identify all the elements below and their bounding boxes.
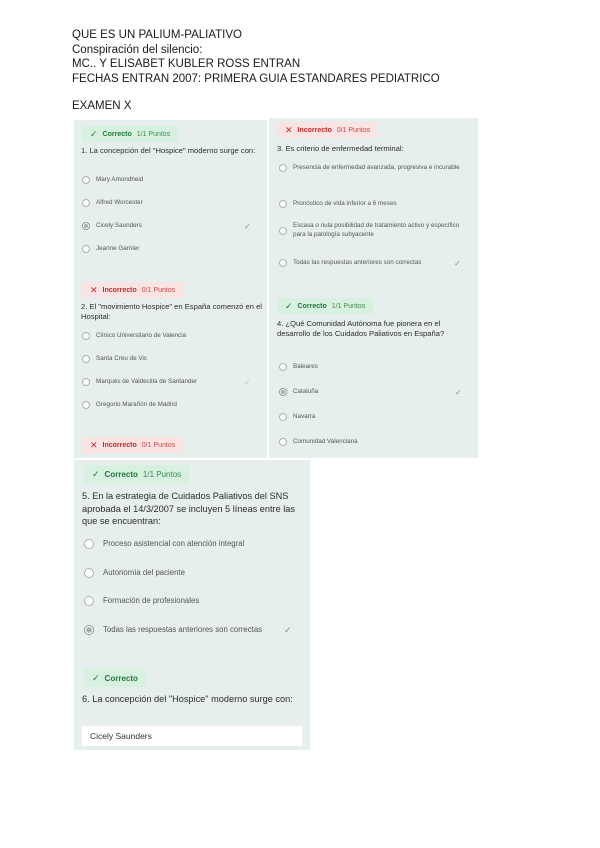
status-badge-incorrect: ✕ Incorrecto 0/1 Puntos (277, 122, 378, 138)
cross-icon: ✕ (90, 284, 98, 295)
quiz-panel-3 (74, 460, 310, 750)
status-badge-incorrect: ✕ Incorrecto 0/1 Puntos (82, 282, 183, 298)
answer-option[interactable]: Marqués de Valdecilla de Santander (82, 378, 197, 387)
radio-button[interactable] (82, 355, 90, 363)
question-text: 5. En la estrategia de Cuidados Paliativos del SNS aprobada el 14/3/2007 se incluyen 5 líneas entre las que se encuentran: (82, 491, 295, 526)
header-line: Conspiración del silencio: (72, 43, 203, 56)
cross-icon: ✕ (285, 124, 293, 135)
radio-button[interactable] (279, 164, 287, 172)
answer-option[interactable]: Autonomía del paciente (84, 568, 185, 578)
answer-option[interactable]: Mary Amondheid (82, 176, 143, 185)
answer-option[interactable]: Presencia de enfermedad avanzada, progresiva e incurable (279, 164, 464, 173)
answer-option[interactable]: Navarra (279, 413, 315, 422)
correct-check-icon: ✓ (284, 625, 292, 635)
correct-check-icon: ✓ (244, 378, 251, 387)
answer-option-selected[interactable]: Cataluña (279, 388, 318, 397)
check-icon: ✓ (285, 300, 293, 311)
answer-option[interactable]: Comunidad Valenciana (279, 438, 358, 447)
radio-button[interactable] (279, 259, 287, 267)
answer-option[interactable]: Formación de profesionales (84, 596, 199, 606)
radio-button[interactable] (82, 401, 90, 409)
status-badge-correct: ✓ Correcto 1/1 Puntos (82, 126, 178, 142)
answer-option-selected[interactable]: Todas las respuestas anteriores son correctas (84, 625, 262, 635)
cross-icon: ✕ (90, 439, 98, 450)
radio-button[interactable] (84, 568, 94, 578)
radio-button[interactable] (279, 413, 287, 421)
answer-option[interactable]: Proceso asistencial con atención integral (84, 539, 244, 549)
question-text: 4. ¿Qué Comunidad Autónoma fue pionera en el desarrollo de los Cuidados Paliativos en España? (277, 319, 445, 338)
answer-option[interactable]: Todas las respuestas anteriores son correctas (279, 259, 454, 268)
answer-option-selected[interactable]: Cicely Saunders (82, 222, 142, 231)
answer-option[interactable]: Jeanne Garnier (82, 245, 139, 254)
status-badge-incorrect: ✕ Incorrecto 0/1 Puntos (82, 437, 183, 453)
radio-button[interactable] (279, 227, 287, 235)
exam-label: EXAMEN X (72, 100, 132, 112)
radio-button-selected[interactable] (279, 388, 287, 396)
check-icon: ✓ (92, 672, 100, 683)
question-text: 3. Es criterio de enfermedad terminal: (277, 144, 404, 153)
header-line: MC.. Y ELISABET KUBLER ROSS ENTRAN (72, 58, 301, 70)
radio-button[interactable] (82, 176, 90, 184)
answer-option[interactable]: Alfred Worcester (82, 199, 143, 208)
radio-button[interactable] (84, 596, 94, 606)
answer-option[interactable]: Santa Creu de Vic (82, 355, 147, 364)
radio-button[interactable] (279, 363, 287, 371)
radio-button[interactable] (279, 200, 287, 208)
quiz-panel-1 (74, 120, 267, 458)
status-badge-correct: ✓ Correcto 1/1 Puntos (84, 465, 189, 483)
radio-button[interactable] (84, 539, 94, 549)
question-text: 6. La concepción del "Hospice" moderno surge con: (82, 694, 293, 704)
radio-button-selected[interactable] (82, 222, 90, 230)
quiz-panel-2 (269, 118, 478, 458)
answer-option[interactable]: Gregorio Marañón de Madrid (82, 401, 177, 410)
check-icon: ✓ (92, 468, 100, 479)
answer-option[interactable]: Clínico Universitario de Valencia (82, 332, 186, 341)
correct-check-icon: ✓ (244, 222, 251, 231)
document-header (72, 28, 440, 86)
answer-option[interactable]: Baleares (279, 363, 318, 372)
check-icon: ✓ (90, 128, 98, 139)
header-line: QUE ES UN PALIUM-PALIATIVO (72, 29, 242, 41)
answer-text-field[interactable]: Cicely Saunders (82, 726, 302, 746)
radio-button-selected[interactable] (84, 625, 94, 635)
radio-button[interactable] (82, 245, 90, 253)
radio-button[interactable] (82, 199, 90, 207)
status-badge-correct: ✓ Correcto (84, 669, 146, 687)
header-line: FECHAS ENTRAN 2007: PRIMERA GUIA ESTANDARES PEDIATRICO (72, 72, 440, 85)
question-text: 1. La concepción del "Hospice" moderno surge con: (81, 146, 256, 155)
answer-option[interactable]: Pronóstico de vida inferior a 6 meses (279, 200, 464, 209)
answer-option[interactable]: Escasa o nula posibilidad de tratamiento activo y específico para la patología subyacente (279, 222, 469, 239)
question-text: 2. El "movimiento Hospice" en España comenzó en el Hospital: (81, 302, 262, 321)
radio-button[interactable] (279, 438, 287, 446)
status-badge-correct: ✓ Correcto 1/1 Puntos (277, 298, 373, 314)
radio-button[interactable] (82, 332, 90, 340)
correct-check-icon: ✓ (454, 259, 461, 268)
radio-button[interactable] (82, 378, 90, 386)
correct-check-icon: ✓ (455, 388, 462, 397)
